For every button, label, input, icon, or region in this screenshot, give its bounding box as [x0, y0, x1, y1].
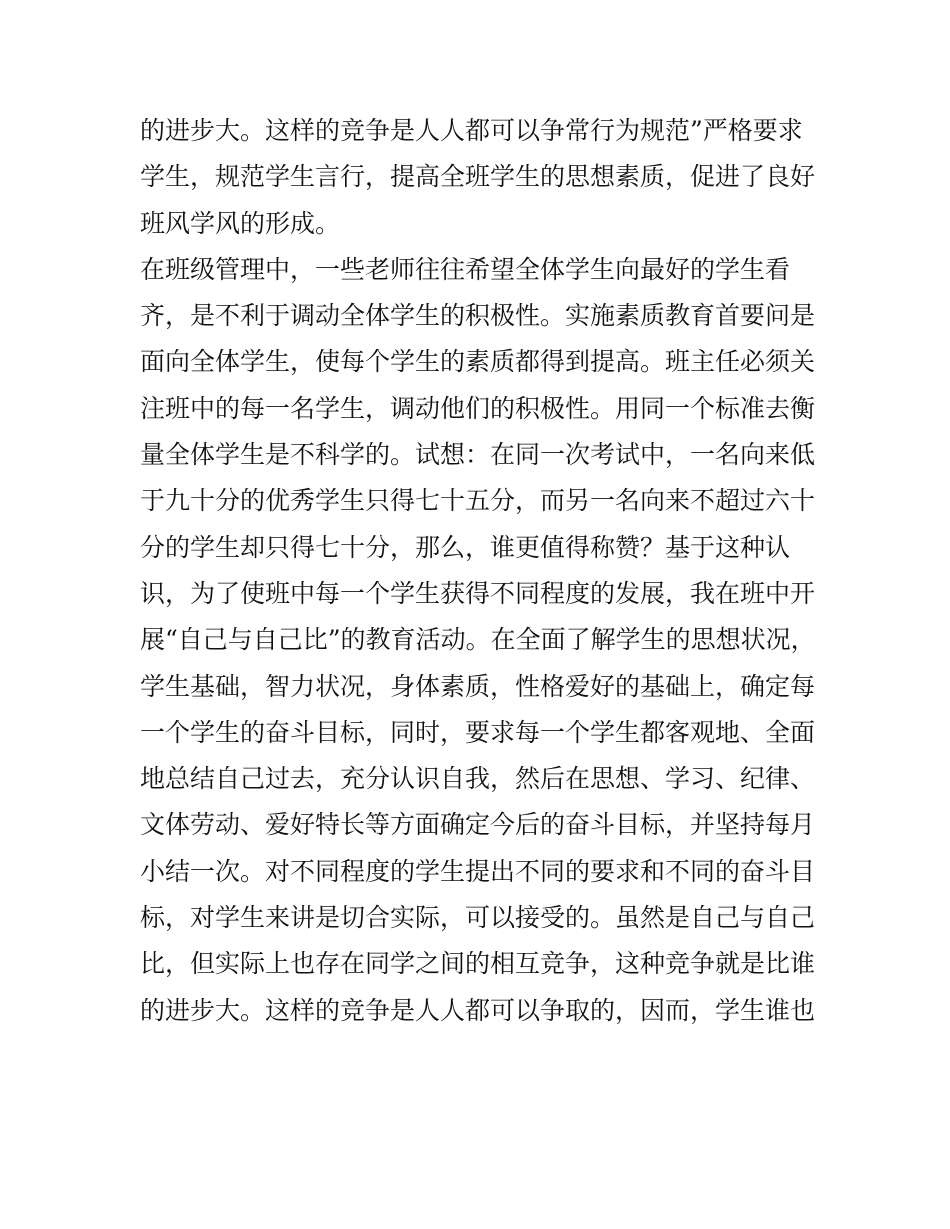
text-line: 文体劳动、爱好特长等方面确定今后的奋斗目标，并坚持每月	[140, 810, 816, 840]
text-line: 一个学生的奋斗目标，同时，要求每一个学生都客观地、全面	[140, 717, 816, 747]
text-line: 标，对学生来讲是切合实际，可以接受的。虽然是自己与自己	[140, 903, 816, 933]
text-line: 齐，是不利于调动全体学生的积极性。实施素质教育首要问是	[140, 301, 816, 331]
text-line: 在班级管理中，一些老师往往希望全体学生向最好的学生看	[140, 254, 791, 284]
text-line: 的进步大。这样的竞争是人人都可以争常行为规范”严格要求	[140, 116, 803, 145]
text-line: 地总结自己过去，充分认识自我，然后在思想、学习、纪律、	[140, 764, 816, 794]
text-line: 识，为了使班中每一个学生获得不同程度的发展，我在班中开	[140, 578, 816, 608]
text-line: 班风学风的形成。	[140, 208, 341, 238]
text-line: 比，但实际上也存在同学之间的相互竞争，这种竞争就是比谁	[140, 949, 816, 979]
text-line: 分的学生却只得七十分，那么，谁更值得称赞？基于这种认	[140, 532, 791, 562]
text-line: 展“自己与自己比”的教育活动。在全面了解学生的思想状况，	[140, 625, 816, 655]
text-line: 量全体学生是不科学的。试想：在同一次考试中，一名向来低	[140, 440, 816, 470]
body-text	[140, 108, 820, 1034]
text-line: 的进步大。这样的竞争是人人都可以争取的，因而，学生谁也	[140, 995, 816, 1025]
text-line: 于九十分的优秀学生只得七十五分，而另一名向来不超过六十	[140, 486, 816, 516]
text-line: 面向全体学生，使每个学生的素质都得到提高。班主任必须关	[140, 347, 816, 377]
text-line: 学生，规范学生言行，提高全班学生的思想素质，促进了良好	[140, 162, 816, 192]
text-line: 学生基础，智力状况，身体素质，性格爱好的基础上，确定每	[140, 671, 816, 701]
text-line: 注班中的每一名学生，调动他们的积极性。用同一个标准去衡	[140, 393, 816, 423]
text-line: 小结一次。对不同程度的学生提出不同的要求和不同的奋斗目	[140, 856, 816, 886]
